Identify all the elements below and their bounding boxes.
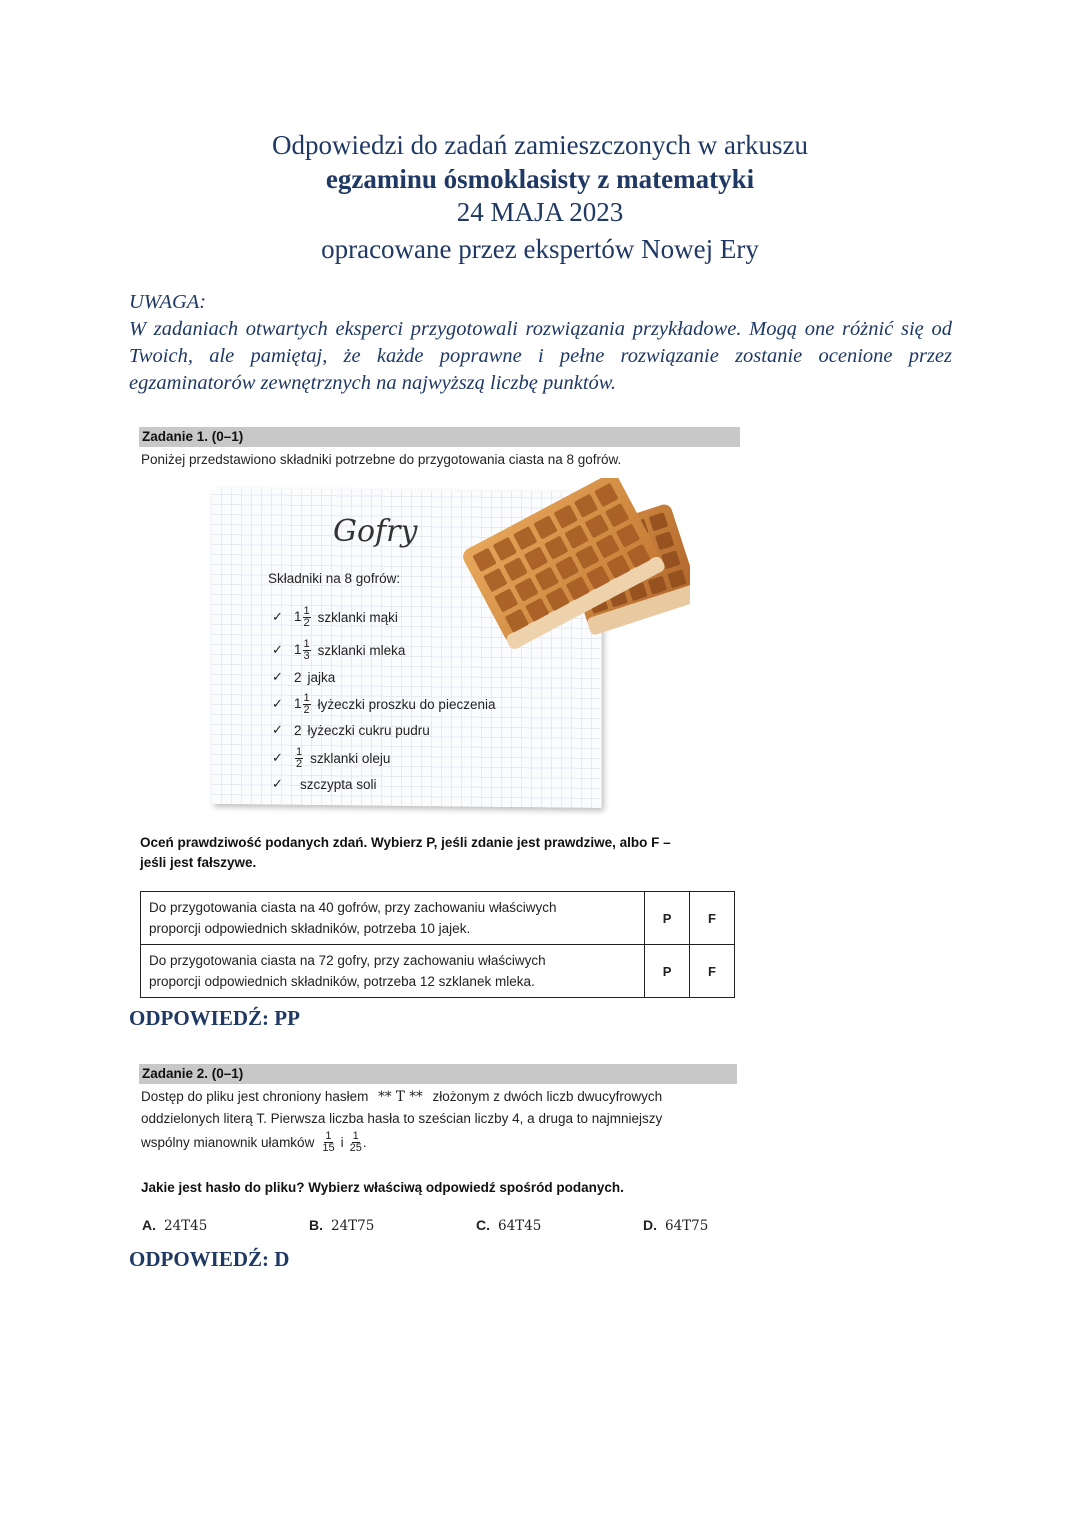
fraction-numerator: 1 [303,604,310,617]
ingredient-name: jajka [307,669,336,685]
ingredient-quantity [294,639,312,662]
statement-2-option-f[interactable]: F [690,945,735,998]
task1-intro: Poniżej przedstawiono składniki potrzebne do przygotowania ciasta na 8 gofrów. [141,452,622,467]
ingredient-name: szklanki oleju [310,750,391,766]
ingredient-item [272,691,495,717]
task2-answer: ODPOWIEDŹ: D [129,1247,290,1271]
password-pattern: ** T ** [378,1089,423,1105]
choice-letter: A. [142,1217,156,1233]
task2-line-1-a: Dostęp do pliku jest chroniony hasłem [141,1089,369,1104]
fraction-1-25 [350,1131,362,1154]
task2-line-1 [141,1086,662,1108]
fraction-denominator: 2 [296,757,303,770]
choice-d[interactable] [643,1217,708,1234]
task2-line-3: wspólny mianownik ułamków $\frac{1}{15}$ i $\frac{1}{25}$ . [141,1130,367,1154]
ingredient-item [272,771,377,797]
quantity-whole: 2 [294,722,302,738]
task1-answer: ODPOWIEDŹ: PP [129,1006,300,1030]
fraction-numerator: 1 [303,691,310,704]
note-text: W zadaniach otwartych eksperci przygotowali rozwiązania przykładowe. Mogą one różnić się od Twoich, ale pamiętaj, że każde poprawne i pełne rozwiązanie zostanie ocenione przez egzaminatorów zewnętrznych na najwyższą liczbę punktów. [129,318,952,394]
quantity-whole: 2 [294,669,302,685]
header-date: 24 MAJA 2023 [456,197,624,227]
ingredient-name: szklanki mleka [317,642,406,658]
ingredient-quantity [294,606,312,629]
quantity-whole: 1 [294,641,302,657]
fraction-denominator: 15 [322,1142,335,1154]
note-title: UWAGA: [129,291,207,313]
ingredient-name: szklanki mąki [317,609,398,625]
recipe-title: Gofry [333,514,418,549]
conjunction: i [340,1135,344,1150]
choice-c[interactable] [476,1217,541,1234]
ingredient-item [272,745,390,771]
ingredient-name: szczypta soli [300,776,377,792]
fraction-numerator: 1 [352,1130,359,1142]
choice-letter: C. [476,1217,490,1233]
task1-header: Zadanie 1. (0–1) [139,427,740,447]
statement-1-line-1: Do przygotowania ciasta na 40 gofrów, przy zachowaniu właściwych [149,900,557,915]
note-block [129,289,952,397]
statement-2-option-p[interactable]: P [645,945,690,998]
ingredient-item [272,664,335,690]
task1-instruction-line-2: jeśli jest fałszywe. [140,855,257,870]
statement-1 [141,892,645,945]
table-row [141,945,735,998]
check-icon: ✓ [272,696,283,711]
table-row [141,892,735,945]
waffle-image [440,478,690,658]
quantity-fraction [303,639,311,662]
task2-header: Zadanie 2. (0–1) [139,1064,737,1084]
statement-2 [141,945,645,998]
fraction-denominator: 25 [349,1142,362,1154]
check-icon: ✓ [272,750,283,765]
header-line-1: Odpowiedzi do zadań zamieszczonych w arkuszu [271,130,809,160]
quantity-fraction [303,693,311,716]
check-icon: ✓ [272,722,283,737]
header-line-4: opracowane przez ekspertów Nowej Ery [321,234,759,264]
true-false-table [140,891,735,998]
ingredient-quantity [294,723,302,738]
fraction-1-15 [322,1131,334,1154]
choice-value: 64T75 [665,1218,709,1234]
ingredient-item [272,637,405,663]
ingredient-item [272,604,398,630]
statement-1-option-f[interactable]: F [690,892,735,945]
fraction-denominator: 2 [303,703,310,716]
ingredient-item [272,717,430,743]
choice-value: 24T45 [164,1218,208,1234]
choice-letter: D. [643,1217,657,1233]
quantity-fraction [295,747,303,770]
check-icon: ✓ [272,669,283,684]
quantity-fraction [303,606,311,629]
check-icon: ✓ [272,609,283,624]
ingredient-name: łyżeczki cukru pudru [307,722,430,738]
task2-question: Jakie jest hasło do pliku? Wybierz właściwą odpowiedź spośród podanych. [141,1180,624,1195]
fraction-numerator: 1 [296,745,303,758]
document-header [0,128,1080,269]
quantity-whole: 1 [294,608,302,624]
fraction-denominator: 2 [303,616,310,629]
ingredient-quantity [294,747,304,770]
ingredient-name: łyżeczki proszku do pieczenia [317,696,496,712]
fraction-numerator: 1 [303,637,310,650]
header-line-2: egzaminu ósmoklasisty z matematyki [325,164,755,194]
statement-2-line-1: Do przygotowania ciasta na 72 gofry, przy zachowaniu właściwych [149,953,546,968]
check-icon: ✓ [272,642,283,657]
ingredient-quantity [294,693,312,716]
task1-instruction-line-1: Oceń prawdziwość podanych zdań. Wybierz P, jeśli zdanie jest prawdziwe, albo F – [140,835,671,850]
choice-b[interactable] [309,1217,374,1234]
choice-value: 64T45 [498,1218,542,1234]
choice-value: 24T75 [331,1218,375,1234]
fraction-denominator: 3 [303,649,310,662]
choice-a[interactable] [142,1217,207,1234]
statement-2-line-2: proporcji odpowiednich składników, potrzeba 12 szklanek mleka. [149,974,535,989]
task2-line-1-b: złożonym z dwóch liczb dwucyfrowych [432,1089,663,1104]
quantity-whole: 1 [294,695,302,711]
statement-1-line-2: proporcji odpowiednich składników, potrzeba 10 jajek. [149,921,471,936]
statement-1-option-p[interactable]: P [645,892,690,945]
fraction-numerator: 1 [325,1130,332,1142]
ingredient-quantity [294,670,302,685]
choice-letter: B. [309,1217,323,1233]
recipe-subtitle: Składniki na 8 gofrów: [268,571,401,586]
check-icon: ✓ [272,776,283,791]
task2-line-2: oddzielonych literą T. Pierwsza liczba hasła to sześcian liczby 4, a druga to najmniejszy [141,1111,663,1126]
task2-line-3-text: wspólny mianownik ułamków [141,1135,315,1150]
